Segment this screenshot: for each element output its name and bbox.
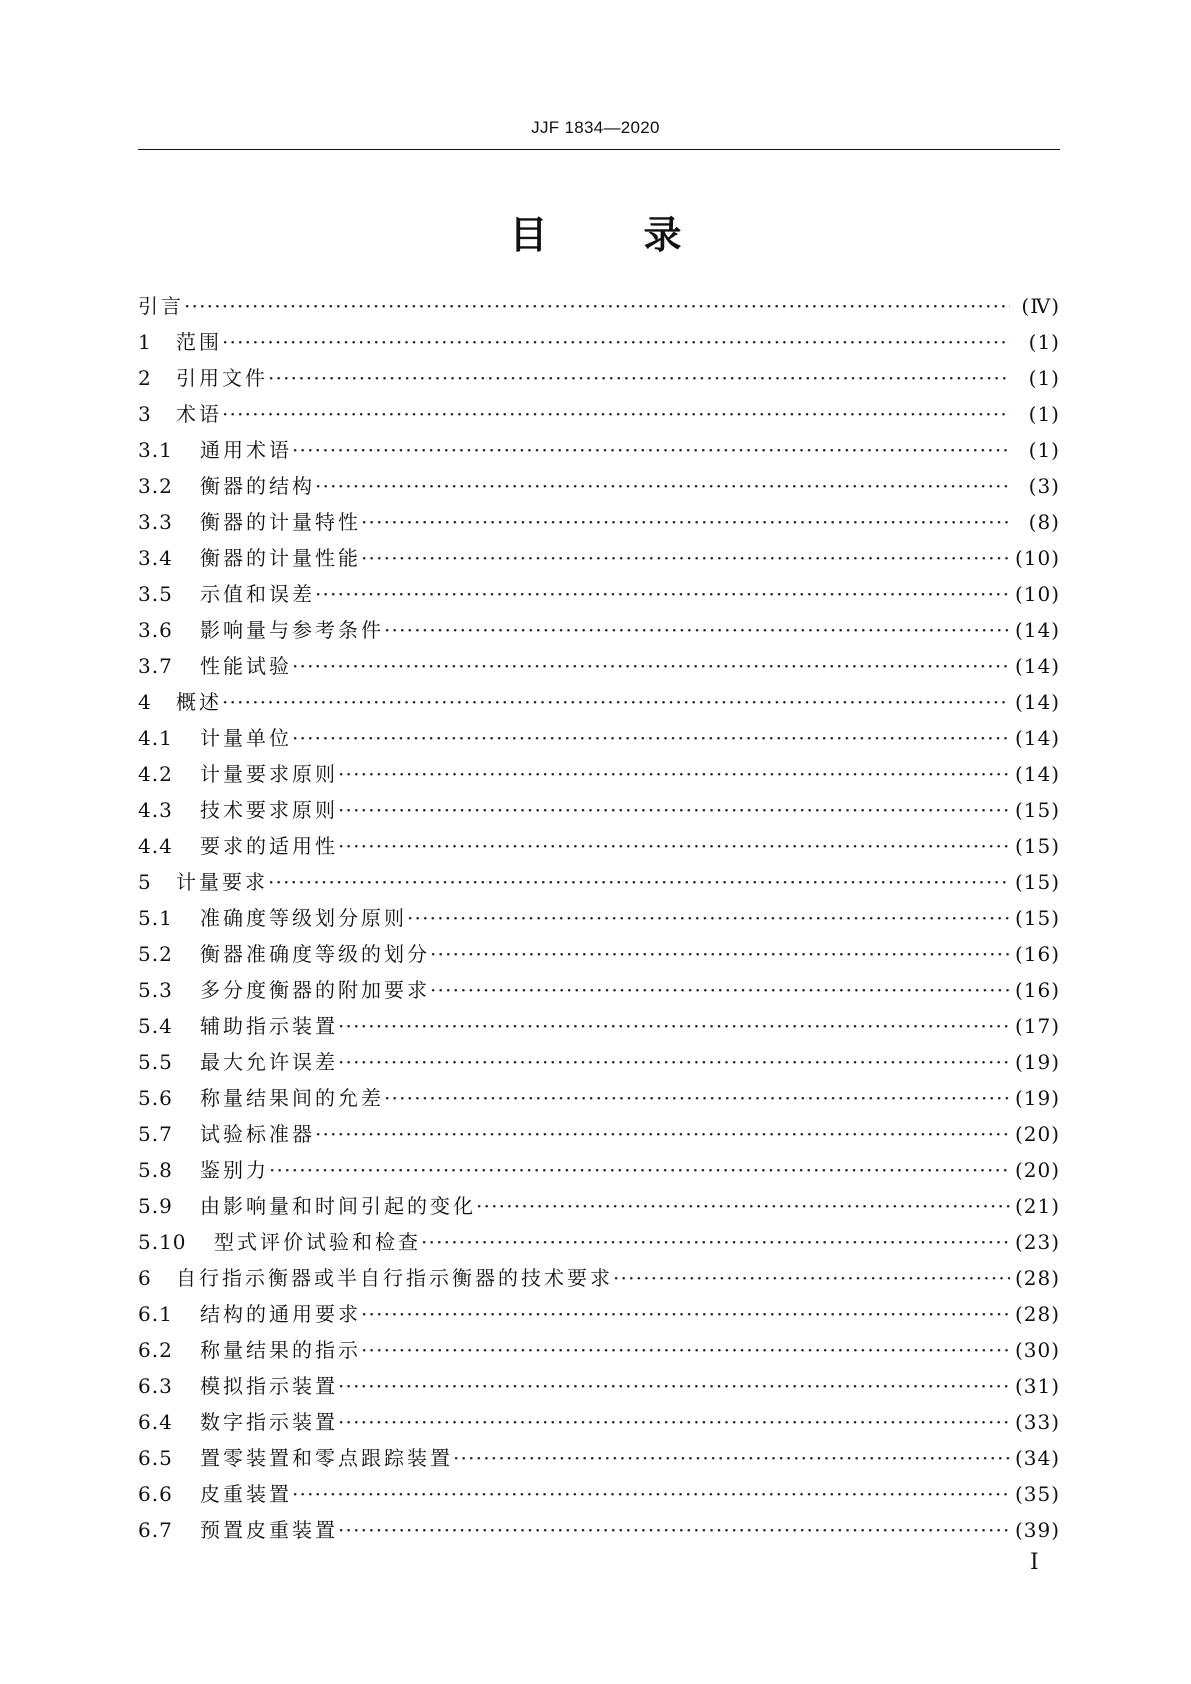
toc-dot-leader [338,1008,1010,1044]
toc-entry-page: (Ⅳ) [1021,294,1060,318]
toc-dot-leader [613,1260,1010,1296]
toc-entry-label: 衡器的计量特性 [200,510,361,534]
toc-entry-label: 多分度衡器的附加要求 [200,978,430,1002]
toc-entry-page: (16) [1014,942,1060,966]
toc-entry-label: 引用文件 [176,366,268,390]
toc-entry[interactable] [138,828,1060,864]
toc-entry[interactable] [138,972,1060,1008]
toc-entry[interactable] [138,1044,1060,1080]
toc-dot-leader [384,612,1010,648]
toc-entry[interactable] [138,540,1060,576]
toc-entry-label: 术语 [176,402,222,426]
toc-entry-page: (19) [1014,1086,1060,1110]
toc-entry[interactable] [138,504,1060,540]
toc-entry-label: 衡器的计量性能 [200,546,361,570]
toc-entry-page: (1) [1028,438,1060,462]
toc-entry-page: (1) [1028,366,1060,390]
toc-dot-leader [361,540,1010,576]
toc-entry[interactable] [138,1260,1060,1296]
toc-entry-number: 5.4 [138,1014,173,1038]
toc-dot-leader [292,648,1010,684]
toc-entry-page: (31) [1014,1374,1060,1398]
toc-dot-leader [338,828,1010,864]
toc-entry-label: 示值和误差 [200,582,315,606]
toc-entry-number: 5.6 [138,1086,173,1110]
toc-entry-page: (20) [1014,1122,1060,1146]
table-of-contents [138,288,1060,1548]
toc-entry-page: (19) [1014,1050,1060,1074]
toc-title [0,204,1191,259]
toc-entry-label: 计量要求 [176,870,268,894]
toc-entry-label: 置零装置和零点跟踪装置 [200,1446,453,1470]
toc-entry-label: 由影响量和时间引起的变化 [200,1194,476,1218]
toc-dot-leader [430,936,1010,972]
toc-entry[interactable] [138,648,1060,684]
toc-entry-page: (1) [1028,330,1060,354]
toc-entry[interactable] [138,360,1060,396]
toc-dot-leader [361,504,1010,540]
toc-entry-label: 数字指示装置 [200,1410,338,1434]
toc-entry-label: 影响量与参考条件 [200,618,384,642]
toc-entry-number: 3.7 [138,654,173,678]
toc-entry-number: 3.5 [138,582,173,606]
header-rule [138,149,1060,150]
toc-entry-number: 3.4 [138,546,173,570]
toc-entry-label: 皮重装置 [200,1482,292,1506]
toc-dot-leader [338,1512,1010,1548]
toc-title-char: 录 [643,213,682,257]
toc-dot-leader [292,432,1010,468]
toc-dot-leader [315,1116,1010,1152]
toc-dot-leader [453,1440,1010,1476]
toc-entry-number: 6 [138,1266,152,1290]
toc-dot-leader [361,1332,1010,1368]
toc-entry[interactable] [138,1224,1060,1260]
toc-entry[interactable] [138,756,1060,792]
toc-entry-number: 3 [138,402,152,426]
toc-entry[interactable] [138,792,1060,828]
toc-entry-number: 5.1 [138,906,173,930]
toc-entry[interactable] [138,1116,1060,1152]
toc-entry-page: (33) [1014,1410,1060,1434]
toc-entry-page: (28) [1014,1266,1060,1290]
toc-entry-label: 性能试验 [200,654,292,678]
toc-entry-number: 6.6 [138,1482,173,1506]
toc-dot-leader [338,1404,1010,1440]
toc-entry-number: 5.10 [138,1230,187,1254]
toc-entry-label: 衡器准确度等级的划分 [200,942,430,966]
toc-entry-label: 要求的适用性 [200,834,338,858]
toc-entry-number: 4.1 [138,726,173,750]
toc-entry-label: 结构的通用要求 [200,1302,361,1326]
toc-entry-label: 辅助指示装置 [200,1014,338,1038]
toc-entry[interactable] [138,576,1060,612]
toc-entry[interactable] [138,1440,1060,1476]
toc-entry-label: 概述 [176,690,222,714]
toc-entry-number: 4.2 [138,762,173,786]
toc-entry-number: 3.1 [138,438,173,462]
toc-entry[interactable] [138,1008,1060,1044]
toc-entry[interactable] [138,864,1060,900]
toc-entry[interactable] [138,1152,1060,1188]
toc-dot-leader [361,1296,1010,1332]
toc-dot-leader [407,900,1010,936]
toc-entry[interactable] [138,396,1060,432]
toc-entry-number: 5.3 [138,978,173,1002]
toc-dot-leader [338,792,1010,828]
toc-entry-number: 6.3 [138,1374,173,1398]
toc-entry[interactable] [138,936,1060,972]
toc-entry-page: (14) [1014,618,1060,642]
toc-entry-page: (30) [1014,1338,1060,1362]
toc-entry-label: 型式评价试验和检查 [214,1230,421,1254]
toc-entry-number: 2 [138,366,152,390]
toc-entry-page: (1) [1028,402,1060,426]
toc-entry-page: (15) [1014,870,1060,894]
toc-entry-label: 鉴别力 [200,1158,269,1182]
toc-entry-number: 6.4 [138,1410,173,1434]
toc-dot-leader [268,864,1010,900]
toc-entry-number: 6.7 [138,1518,173,1542]
toc-entry-number: 5.8 [138,1158,173,1182]
toc-entry[interactable] [138,1476,1060,1512]
document-code: JJF 1834—2020 [531,118,660,137]
toc-entry-page: (10) [1014,546,1060,570]
toc-dot-leader [338,1368,1010,1404]
toc-entry[interactable] [138,684,1060,720]
toc-entry[interactable] [138,1368,1060,1404]
toc-entry-page: (14) [1014,726,1060,750]
toc-dot-leader [269,1152,1010,1188]
toc-entry[interactable] [138,900,1060,936]
toc-entry-label: 准确度等级划分原则 [200,906,407,930]
toc-entry-number: 5 [138,870,152,894]
toc-entry-page: (17) [1014,1014,1060,1038]
toc-entry-page: (8) [1028,510,1060,534]
toc-entry-number: 5.5 [138,1050,173,1074]
toc-entry-number: 3.3 [138,510,173,534]
toc-dot-leader [315,468,1010,504]
toc-entry-label: 计量单位 [200,726,292,750]
toc-entry[interactable] [138,1512,1060,1548]
toc-entry-label: 试验标准器 [200,1122,315,1146]
toc-entry-number: 1 [138,330,152,354]
toc-entry-page: (15) [1014,798,1060,822]
toc-dot-leader [222,396,1010,432]
toc-entry-page: (39) [1014,1518,1060,1542]
toc-entry[interactable] [138,720,1060,756]
toc-dot-leader [338,1044,1010,1080]
toc-dot-leader [268,360,1010,396]
toc-entry-number: 6.5 [138,1446,173,1470]
toc-dot-leader [338,756,1010,792]
toc-entry-page: (15) [1014,834,1060,858]
toc-entry-label: 技术要求原则 [200,798,338,822]
toc-dot-leader [292,720,1010,756]
toc-dot-leader [222,684,1010,720]
toc-entry-page: (14) [1014,690,1060,714]
toc-entry-label: 自行指示衡器或半自行指示衡器的技术要求 [176,1266,613,1290]
toc-entry-number: 6.1 [138,1302,173,1326]
toc-entry-label: 最大允许误差 [200,1050,338,1074]
toc-dot-leader [292,1476,1010,1512]
toc-entry-page: (10) [1014,582,1060,606]
toc-entry-page: (14) [1014,762,1060,786]
toc-dot-leader [184,288,1010,324]
toc-entry[interactable] [138,1404,1060,1440]
toc-entry-label: 称量结果间的允差 [200,1086,384,1110]
toc-entry-label: 预置皮重装置 [200,1518,338,1542]
toc-entry-number: 4.4 [138,834,173,858]
toc-entry-page: (16) [1014,978,1060,1002]
toc-entry-number: 5.7 [138,1122,173,1146]
toc-entry-number: 3.2 [138,474,173,498]
toc-entry-page: (20) [1014,1158,1060,1182]
toc-dot-leader [222,324,1010,360]
toc-entry-label: 计量要求原则 [200,762,338,786]
toc-entry[interactable] [138,468,1060,504]
toc-entry-number: 4.3 [138,798,173,822]
toc-entry-number: 6.2 [138,1338,173,1362]
toc-entry-page: (15) [1014,906,1060,930]
toc-entry[interactable] [138,288,1060,324]
toc-entry[interactable] [138,612,1060,648]
toc-dot-leader [384,1080,1010,1116]
toc-entry-number: 4 [138,690,152,714]
toc-entry[interactable] [138,1332,1060,1368]
toc-entry-number: 5.2 [138,942,173,966]
toc-dot-leader [476,1188,1010,1224]
toc-entry-number: 5.9 [138,1194,173,1218]
toc-entry-label: 称量结果的指示 [200,1338,361,1362]
toc-dot-leader [421,1224,1010,1260]
toc-entry-label: 衡器的结构 [200,474,315,498]
toc-title-char: 目 [509,213,548,257]
toc-entry-page: (35) [1014,1482,1060,1506]
toc-entry-label: 引言 [138,294,184,318]
toc-entry[interactable] [138,324,1060,360]
toc-entry-page: (3) [1028,474,1060,498]
toc-entry-label: 通用术语 [200,438,292,462]
toc-entry-page: (21) [1014,1194,1060,1218]
toc-entry[interactable] [138,1188,1060,1224]
toc-entry[interactable] [138,432,1060,468]
page-folio: Ⅰ [1030,1550,1039,1575]
toc-entry[interactable] [138,1296,1060,1332]
toc-dot-leader [315,576,1010,612]
toc-entry-page: (23) [1014,1230,1060,1254]
toc-entry-number: 3.6 [138,618,173,642]
toc-entry-label: 模拟指示装置 [200,1374,338,1398]
toc-entry[interactable] [138,1080,1060,1116]
toc-entry-page: (28) [1014,1302,1060,1326]
toc-entry-page: (34) [1014,1446,1060,1470]
toc-dot-leader [430,972,1010,1008]
toc-entry-page: (14) [1014,654,1060,678]
toc-entry-label: 范围 [176,330,222,354]
